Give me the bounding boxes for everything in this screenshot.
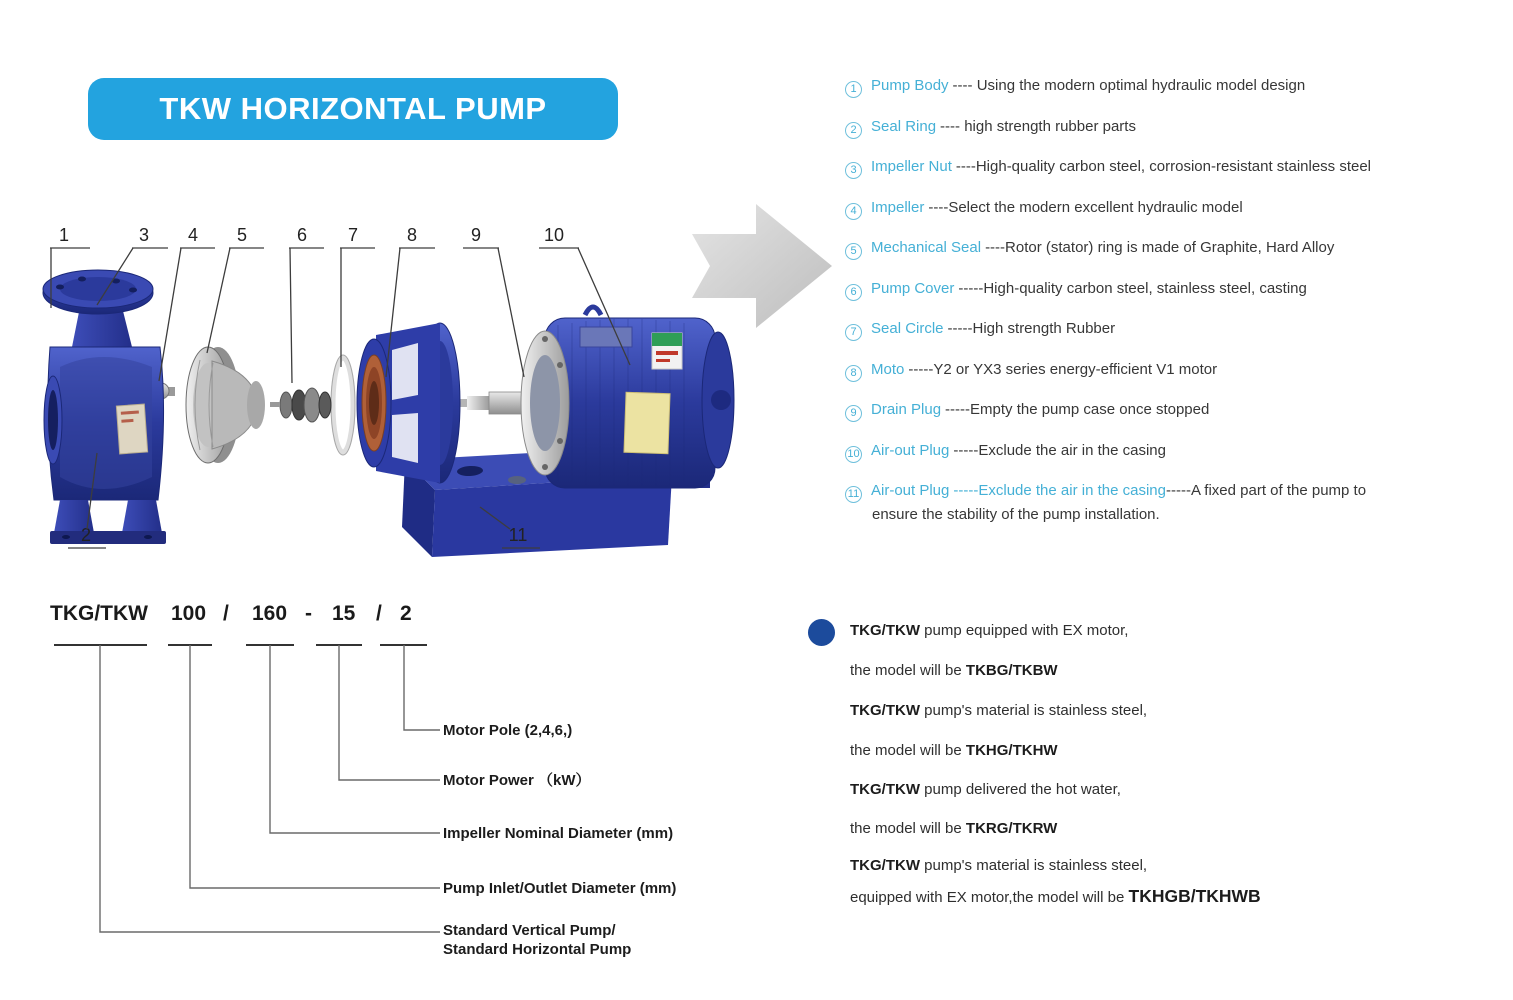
part-name: Drain Plug <box>871 401 942 418</box>
arrow-icon <box>692 198 840 340</box>
part-number-badge: 9 <box>845 405 862 422</box>
part-desc: -----Y2 or YX3 series energy-efficient V1 motor <box>908 360 1218 378</box>
part-number-badge: 11 <box>845 486 862 503</box>
part-name: Pump Body <box>871 77 949 94</box>
note-line-3: TKG/TKW pump's material is stainless steel, <box>850 702 1148 719</box>
part-desc: -----A fixed part of the pump to <box>1165 482 1367 499</box>
label-motor-power: Motor Power （kW） <box>443 772 591 789</box>
note-line-2: the model will be TKBG/TKBW <box>850 662 1058 679</box>
part-number-badge: 3 <box>845 162 862 179</box>
motor-small-label <box>652 333 682 369</box>
part-name: Air-out Plug <box>871 441 950 459</box>
part-name: Moto <box>871 360 905 378</box>
label-impeller-diameter: Impeller Nominal Diameter (mm) <box>443 825 674 842</box>
model-segment-inlet: 100 <box>171 602 207 625</box>
label-standard-pump-1: Standard Vertical Pump/ <box>443 922 616 939</box>
model-segment-impeller: 160 <box>252 602 288 625</box>
note-line-1: TKG/TKW pump equipped with EX motor, <box>850 622 1129 639</box>
part-number-badge: 4 <box>845 203 862 220</box>
part-item-2 <box>845 115 1510 139</box>
part-number-badge: 7 <box>845 324 862 341</box>
part-number-badge: 2 <box>845 122 862 139</box>
part-name: Mechanical Seal <box>871 239 982 256</box>
model-segment-series: TKG/TKW <box>50 602 148 625</box>
part-desc: ---- high strength rubber parts <box>940 117 1136 135</box>
part-number-badge: 1 <box>845 81 862 98</box>
callout-3: 3 <box>138 225 150 245</box>
pump-body <box>43 270 166 544</box>
part-desc-line2: ensure the stability of the pump installation. <box>872 506 1160 523</box>
part-desc: ----Rotor (stator) ring is made of Graphite, Hard Alloy <box>985 239 1335 256</box>
seal-circle <box>331 355 355 455</box>
part-name: Pump Cover <box>871 279 955 297</box>
note-line-8: equipped with EX motor,the model will be TKHGB/TKHWB <box>850 886 1261 906</box>
part-desc: ----Select the modern excellent hydraulic model <box>928 198 1243 216</box>
part-item-7 <box>845 317 1510 341</box>
part-item-11 <box>845 479 1510 527</box>
impeller <box>186 347 265 463</box>
model-code-lines <box>40 640 460 960</box>
callout-2: 2 <box>80 525 92 545</box>
label-inlet-outlet: Pump Inlet/Outlet Diameter (mm) <box>443 880 677 897</box>
callout-7: 7 <box>347 225 359 245</box>
note-line-4: the model will be TKHG/TKHW <box>850 742 1058 759</box>
part-item-5 <box>845 236 1510 260</box>
note-line-6: the model will be TKRG/TKRW <box>850 820 1058 837</box>
part-name: Air-out Plug <box>871 482 950 499</box>
model-segment-pole: 2 <box>400 602 412 625</box>
callout-9: 9 <box>470 225 482 245</box>
part-number-badge: 10 <box>845 446 862 463</box>
part-item-3 <box>845 155 1510 179</box>
pump-body-label <box>116 404 147 454</box>
model-segment-dash: - <box>305 602 312 625</box>
part-number-badge: 5 <box>845 243 862 260</box>
label-standard-pump-2: Standard Horizontal Pump <box>443 941 632 958</box>
part-desc: -----Empty the pump case once stopped <box>945 401 1210 418</box>
part-desc: ----High-quality carbon steel, corrosion-resistant stainless steel <box>955 158 1372 175</box>
lifting-eye <box>585 307 601 315</box>
part-desc: ---- Using the modern optimal hydraulic model design <box>952 77 1306 94</box>
part-desc: -----High-quality carbon steel, stainless steel, casting <box>958 279 1307 297</box>
model-segment-slash2: / <box>376 602 382 625</box>
pump-cover <box>357 323 460 483</box>
part-item-9 <box>845 398 1510 422</box>
parts-list <box>845 74 1510 544</box>
part-item-6 <box>845 277 1510 301</box>
part-name: Impeller Nut <box>871 158 952 175</box>
part-number-badge: 8 <box>845 365 862 382</box>
part-item-1 <box>845 74 1510 98</box>
callout-11: 11 <box>508 525 528 545</box>
callout-10: 10 <box>543 225 565 245</box>
title-banner <box>88 78 618 140</box>
model-segment-slash1: / <box>223 602 229 625</box>
callout-6: 6 <box>296 225 308 245</box>
part-desc: -----High strength Rubber <box>947 320 1116 337</box>
callout-8: 8 <box>406 225 418 245</box>
part-desc: -----Exclude the air in the casing <box>953 441 1166 459</box>
part-name: Seal Ring <box>871 117 937 135</box>
page-title: TKW HORIZONTAL PUMP <box>159 91 547 126</box>
callout-4: 4 <box>187 225 199 245</box>
model-segment-power: 15 <box>332 602 356 625</box>
note-line-5: TKG/TKW pump delivered the hot water, <box>850 781 1121 798</box>
part-item-8 <box>845 358 1510 382</box>
exploded-pump-diagram <box>40 215 740 565</box>
motor-yellow-label <box>624 392 670 453</box>
part-item-4 <box>845 196 1510 220</box>
callout-1: 1 <box>58 225 70 245</box>
note-line-7: TKG/TKW pump's material is stainless steel, <box>850 857 1148 874</box>
mechanical-seal-parts <box>270 388 331 422</box>
bullet-dot-icon <box>808 619 835 646</box>
part-item-10 <box>845 439 1510 463</box>
part-desc-blue: -----Exclude the air in the casing <box>953 482 1166 499</box>
part-name: Seal Circle <box>871 320 944 337</box>
part-name: Impeller <box>871 198 925 216</box>
motor-nameplate <box>580 327 632 347</box>
callout-5: 5 <box>236 225 248 245</box>
label-motor-pole: Motor Pole (2,4,6,) <box>443 722 573 739</box>
part-number-badge: 6 <box>845 284 862 301</box>
